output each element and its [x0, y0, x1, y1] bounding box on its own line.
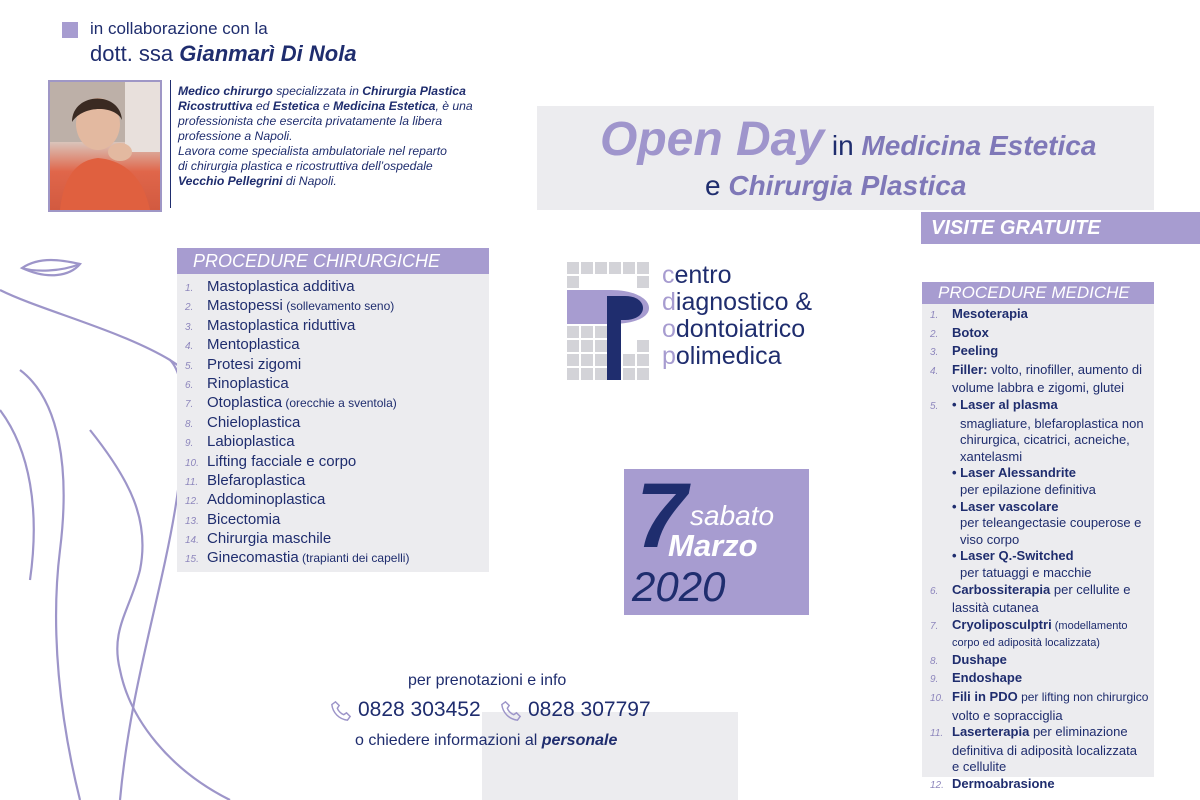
list-item-cont: chirurgica, cicatrici, acneiche, — [960, 432, 1130, 448]
list-item: 15. Ginecomastia (trapianti dei capelli) — [185, 549, 410, 567]
bio-text: ed — [252, 99, 273, 113]
list-item: 6. Rinoplastica — [185, 374, 289, 392]
mediche-list — [930, 306, 1154, 795]
list-item: 2. Mastopessi (sollevamento seno) — [185, 297, 395, 315]
list-item: 14. Chirurgia maschile — [185, 530, 332, 548]
list-item: 6. Carbossiterapia per cellulite e — [930, 581, 1131, 597]
list-item: 1. Mastoplastica additiva — [185, 278, 355, 295]
booking-info: per prenotazioni e info — [408, 672, 567, 689]
title-line-2 — [705, 170, 966, 202]
bio-text: professione a Napoli. — [178, 129, 293, 143]
mediche-heading: PROCEDURE MEDICHE — [922, 282, 1154, 304]
list-item-cont: definitiva di adiposità localizzata — [952, 742, 1137, 758]
bio-text: Chirurgia Plastica — [362, 84, 466, 98]
list-item-cont: viso corpo — [960, 531, 1020, 547]
bio-text: Medico chirurgo — [178, 84, 273, 98]
doctor-bio — [178, 84, 508, 189]
list-item-cont: smagliature, blefaroplastica non — [960, 415, 1144, 431]
list-item: 9. Endoshape — [930, 670, 1023, 686]
bio-text: di Napoli. — [282, 174, 337, 188]
list-item: 10. Lifting facciale e corpo — [185, 452, 357, 470]
list-item: 11. Laserterapia per eliminazione — [930, 724, 1128, 740]
collab-marker — [62, 22, 78, 38]
list-item: 11. Blefaroplastica — [185, 471, 306, 489]
title-in: in — [824, 130, 862, 161]
bio-text: Medicina Estetica — [333, 99, 436, 113]
collab-line: in collaborazione con la — [90, 19, 268, 38]
list-item-sub: • Laser vascolare — [952, 498, 1059, 514]
list-item-cont: e cellulite — [952, 759, 1007, 775]
list-item: 7. Otoplastica (orecchie a sventola) — [185, 394, 397, 412]
bio-text: di chirurgia plastica e ricostruttiva dell’ospedale — [178, 159, 433, 173]
bio-text: professionista che esercita privatamente la libera — [178, 114, 443, 128]
open-day-title: Open Day — [600, 113, 825, 166]
list-item: 4. Filler: volto, rinofiller, aumento di — [930, 361, 1143, 377]
bio-text: Ricostruttiva — [178, 99, 253, 113]
phone-number-1[interactable]: 0828 303452 — [358, 698, 481, 721]
doctor-name: Gianmarì Di Nola — [179, 41, 357, 66]
doctor-name-line — [90, 41, 357, 67]
contact-panel — [482, 712, 738, 800]
logo-line: centro — [662, 261, 732, 289]
list-item-cont: xantelasmi — [960, 448, 1023, 464]
bio-text: Estetica — [272, 99, 320, 113]
list-item-cont: volume labbra e zigomi, glutei — [952, 380, 1124, 396]
list-item-sub: • Laser Alessandrite — [952, 465, 1077, 481]
list-item: 5. • Laser al plasma — [930, 396, 1058, 412]
chirurgiche-heading: PROCEDURE CHIRURGICHE — [177, 248, 489, 274]
logo-line: odontoiatrico — [662, 315, 806, 343]
bio-text: e — [319, 99, 334, 113]
list-item: 12. Dermoabrasione — [930, 776, 1055, 792]
list-item-cont: per teleangectasie couperose e — [960, 515, 1142, 531]
list-item-cont: volto e sopracciglia — [952, 707, 1063, 723]
list-item: 4. Mentoplastica — [185, 336, 300, 354]
bio-text: , è una — [435, 99, 473, 113]
list-item: 5. Protesi zigomi — [185, 355, 302, 373]
doctor-prefix: dott. ssa — [90, 41, 174, 66]
list-item: 7. Cryoliposculptri (modellamento — [930, 616, 1128, 632]
list-item: 8. Dushape — [930, 651, 1007, 667]
visite-gratuite-banner: VISITE GRATUITE — [921, 212, 1200, 244]
date-day: 7 — [636, 465, 688, 567]
polimedica-logo-mark — [567, 262, 649, 380]
list-item-sub: • Laser Q.-Switched — [952, 548, 1074, 564]
title-e: e — [705, 170, 729, 201]
bio-text: Vecchio Pellegrini — [178, 174, 283, 188]
list-item-cont: per epilazione definitiva — [960, 481, 1096, 497]
logo-line: polimedica — [662, 342, 782, 370]
title-line-1 — [600, 112, 1096, 167]
bio-divider — [170, 80, 171, 208]
chirurgiche-list — [185, 278, 485, 569]
list-item-cont: lassità cutanea — [952, 600, 1039, 616]
title-chirurgia: Chirurgia Plastica — [728, 170, 967, 201]
date-year: 2020 — [632, 563, 726, 610]
list-item: 3. Peeling — [930, 343, 999, 359]
phone-icon — [330, 700, 352, 722]
list-item: 13. Bicectomia — [185, 510, 281, 528]
list-item: 1. Mesoterapia — [930, 306, 1028, 321]
list-item-cont: per tatuaggi e macchie — [960, 564, 1092, 580]
date-weekday: sabato — [690, 500, 775, 531]
list-item: 10. Fili in PDO per lifting non chirurgico — [930, 689, 1149, 705]
list-item: 12. Addominoplastica — [185, 491, 326, 509]
list-item: 8. Chieloplastica — [185, 413, 301, 431]
ask-staff-line — [355, 732, 617, 750]
date-month: Marzo — [668, 528, 758, 563]
list-item: 2. Botox — [930, 324, 989, 340]
bio-text: Lavora come specialista ambulatoriale nel reparto — [178, 144, 447, 158]
doctor-photo — [48, 80, 162, 212]
list-item: 3. Mastoplastica riduttiva — [185, 316, 356, 334]
list-item-cont: corpo ed adiposità localizzata) — [952, 637, 1100, 650]
bio-text: specializzata in — [272, 84, 363, 98]
title-medicina: Medicina Estetica — [861, 130, 1097, 161]
list-item: 9. Labioplastica — [185, 433, 295, 451]
ask-staff-bold: personale — [541, 732, 618, 749]
phone-number-2[interactable]: 0828 307797 — [528, 698, 651, 721]
phone-icon — [500, 700, 522, 722]
polimedica-logo-text — [662, 262, 812, 370]
logo-line: diagnostico & — [662, 288, 813, 316]
ask-staff-text: o chiedere informazioni al — [355, 732, 542, 749]
